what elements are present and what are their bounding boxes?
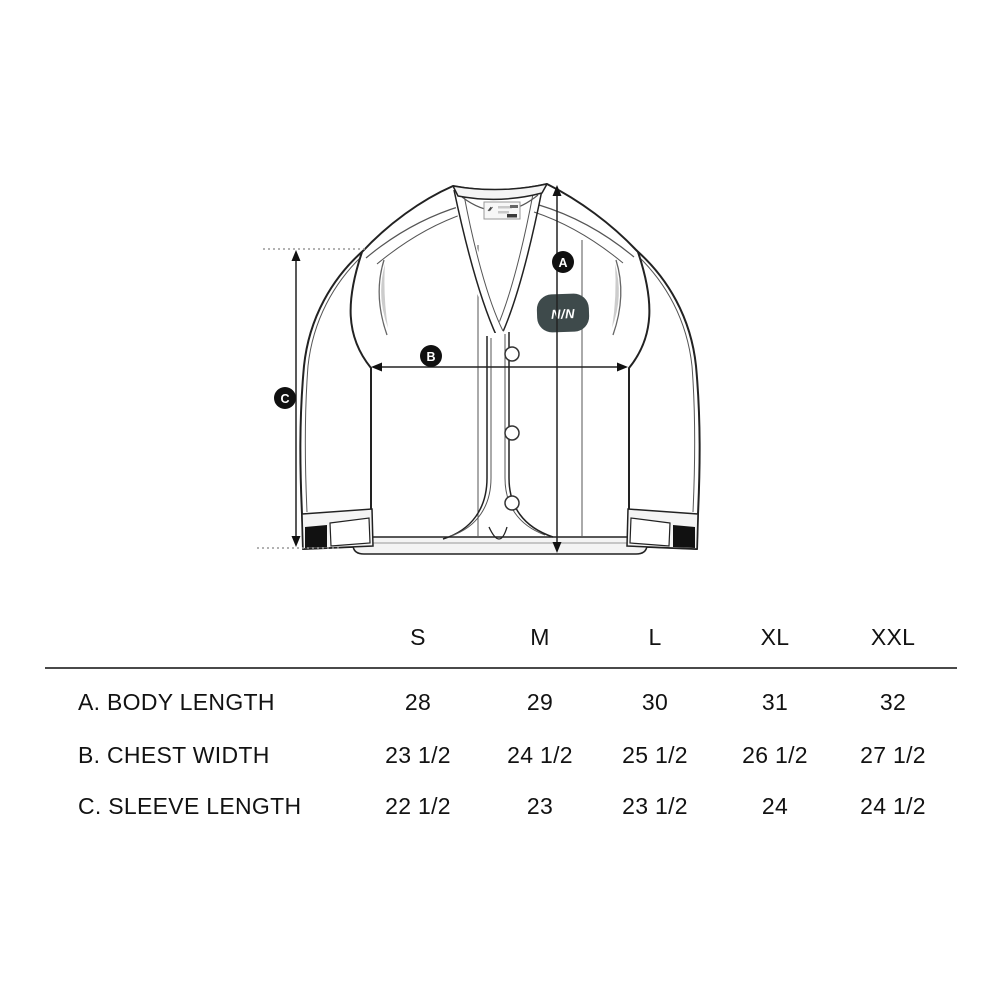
left-cuff (302, 509, 373, 549)
neck-tag (484, 202, 520, 219)
cell-value: 24 1/2 (507, 742, 573, 768)
col-header-s: S (410, 624, 426, 650)
table-divider (45, 667, 957, 669)
size-table-header (0, 622, 1000, 652)
marker-b: B (426, 350, 436, 364)
table-row (0, 740, 1000, 770)
cell-value: 30 (641, 689, 669, 715)
cell-value: 24 (761, 793, 789, 819)
cell-value: 31 (761, 689, 789, 715)
cell-value: 29 (526, 689, 554, 715)
badge-logo: N/N (550, 306, 576, 322)
right-cuff (627, 509, 698, 549)
cell-value: 26 1/2 (742, 742, 808, 768)
chest-badge (536, 293, 589, 333)
row-label: C. SLEEVE LENGTH (78, 793, 302, 819)
col-header-m: M (530, 624, 550, 650)
hem-band (353, 537, 647, 554)
row-label: A. BODY LENGTH (78, 689, 275, 715)
cell-value: 23 1/2 (622, 793, 688, 819)
cell-value: 23 (526, 793, 554, 819)
cell-value: 22 1/2 (385, 793, 451, 819)
row-label: B. CHEST WIDTH (78, 742, 270, 768)
marker-a: A (558, 256, 568, 270)
size-table (0, 600, 1000, 980)
cell-value: 28 (404, 689, 432, 715)
cell-value: 23 1/2 (385, 742, 451, 768)
cell-value: 32 (879, 689, 907, 715)
cell-value: 24 1/2 (860, 793, 926, 819)
table-row (0, 791, 1000, 821)
cell-value: 27 1/2 (860, 742, 926, 768)
col-header-xl: XL (760, 624, 790, 650)
col-header-l: L (648, 624, 662, 650)
cell-value: 25 1/2 (622, 742, 688, 768)
table-row (0, 687, 1000, 717)
col-header-xxl: XXL (870, 624, 916, 650)
marker-c: C (280, 392, 290, 406)
